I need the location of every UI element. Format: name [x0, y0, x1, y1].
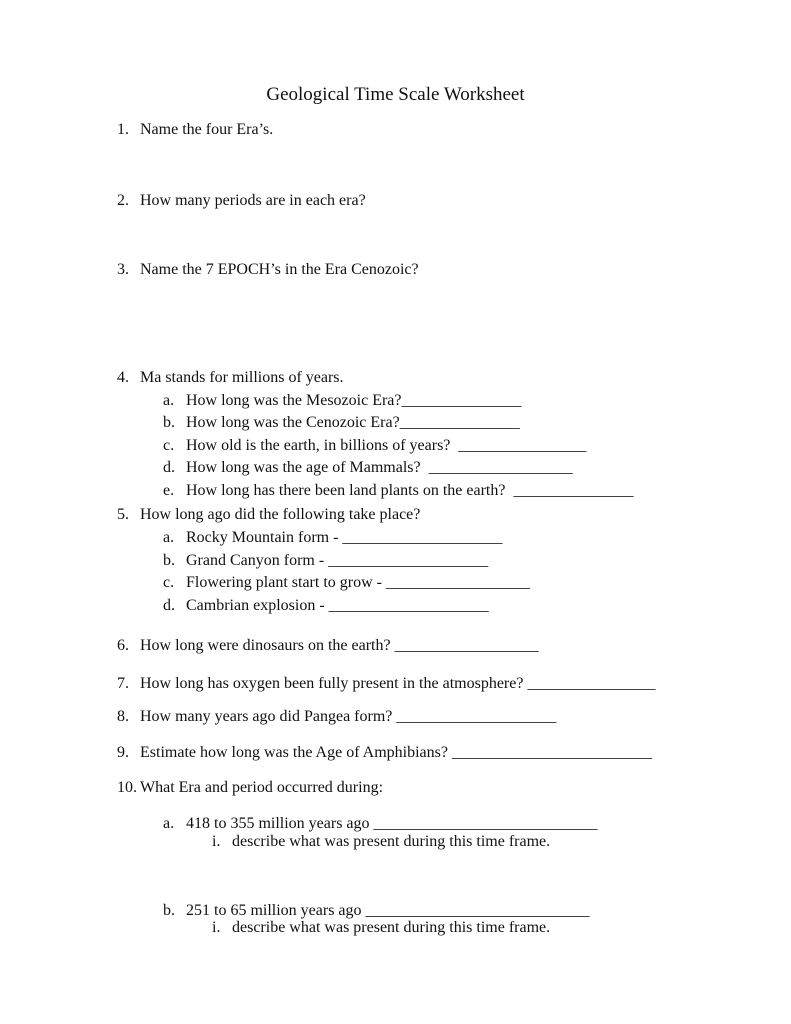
sub-question: Flowering plant start to grow - __________________ — [186, 574, 530, 591]
sub-question: Cambrian explosion - ____________________ — [186, 597, 489, 614]
sub-letter: c. — [163, 574, 175, 591]
sub-letter: d. — [163, 597, 175, 614]
sub-question: How old is the earth, in billions of years? ________________ — [186, 437, 587, 454]
sub-letter: b. — [163, 552, 175, 569]
sub-letter: b. — [163, 414, 175, 431]
sub-question: How long was the Cenozoic Era?_______________ — [186, 414, 520, 431]
question-number: 2. — [117, 192, 129, 209]
question-text: Name the four Era’s. — [140, 121, 274, 138]
question-number: 10. — [117, 779, 137, 796]
question-number: 4. — [117, 369, 129, 386]
question-text: What Era and period occurred during: — [140, 779, 384, 796]
question-number: 5. — [117, 506, 129, 523]
sub-letter: a. — [163, 529, 175, 546]
question-number: 3. — [117, 261, 129, 278]
sub-question: How long has there been land plants on the earth? _______________ — [186, 482, 634, 499]
sub-letter: c. — [163, 437, 175, 454]
sub-letter: a. — [163, 815, 175, 832]
sub-question: How long was the Mesozoic Era?_______________ — [186, 392, 522, 409]
question-text: How long were dinosaurs on the earth? __________________ — [140, 637, 539, 654]
question-number: 7. — [117, 675, 129, 692]
sub-letter: e. — [163, 482, 175, 499]
question-text: How long has oxygen been fully present in the atmosphere? ________________ — [140, 675, 656, 692]
sub-question: 251 to 65 million years ago ____________________________ — [186, 902, 590, 919]
question-text: Ma stands for millions of years. — [140, 369, 344, 386]
sub-detail: describe what was present during this time frame. — [232, 919, 551, 936]
roman-numeral: i. — [212, 833, 221, 850]
question-number: 6. — [117, 637, 129, 654]
question-text: How many years ago did Pangea form? ____________________ — [140, 708, 557, 725]
sub-letter: a. — [163, 392, 175, 409]
sub-letter: b. — [163, 902, 175, 919]
sub-question: Grand Canyon form - ____________________ — [186, 552, 489, 569]
sub-question: 418 to 355 million years ago ____________________________ — [186, 815, 598, 832]
question-number: 9. — [117, 744, 129, 761]
sub-letter: d. — [163, 459, 175, 476]
question-text: How long ago did the following take place? — [140, 506, 421, 523]
sub-question: Rocky Mountain form - ____________________ — [186, 529, 503, 546]
question-number: 1. — [117, 121, 129, 138]
question-text: Estimate how long was the Age of Amphibians? _________________________ — [140, 744, 652, 761]
page-title: Geological Time Scale Worksheet — [266, 84, 525, 105]
sub-detail: describe what was present during this time frame. — [232, 833, 551, 850]
question-number: 8. — [117, 708, 129, 725]
roman-numeral: i. — [212, 919, 221, 936]
question-text: How many periods are in each era? — [140, 192, 366, 209]
question-text: Name the 7 EPOCH’s in the Era Cenozoic? — [140, 261, 419, 278]
sub-question: How long was the age of Mammals? __________________ — [186, 459, 573, 476]
